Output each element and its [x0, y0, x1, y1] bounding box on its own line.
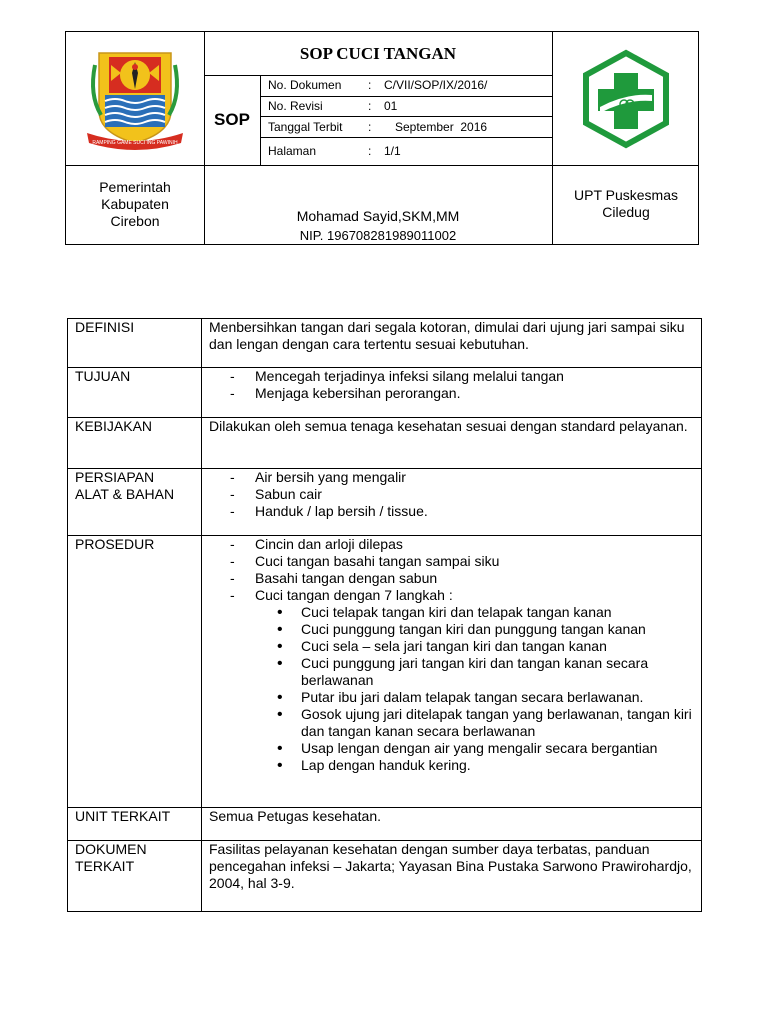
meta-label: No. Dokumen [268, 78, 342, 92]
step-item: • Usap lengan dengan air yang mengalir secara bergantian [255, 740, 695, 757]
meta-label: Halaman [268, 144, 317, 158]
list-item: - Air bersih yang mengalir [209, 469, 695, 486]
meta-value: 1/1 [384, 144, 401, 158]
sop-label: SOP [214, 110, 250, 129]
list-item: - Cuci tangan basahi tangan sampai siku [209, 553, 695, 570]
row-label: UNIT TERKAIT [68, 808, 202, 841]
step-item: • Lap dengan handuk kering. [255, 757, 695, 774]
list-item: - Mencegah terjadinya infeksi silang melalui tangan [209, 368, 695, 385]
row-persiapan [68, 469, 702, 536]
meta-separator: : [368, 78, 372, 92]
government-label [66, 165, 204, 245]
meta-value: September 2016 [395, 120, 488, 134]
label-line: TERKAIT [75, 858, 135, 874]
row-dokumen-terkait [68, 841, 702, 912]
document-header [65, 31, 699, 245]
list-item: - Handuk / lap bersih / tissue. [209, 503, 695, 520]
meta-separator: : [368, 144, 372, 158]
puskesmas-logo [552, 32, 700, 165]
list-item-text: - Cuci tangan dengan 7 langkah : [255, 587, 453, 603]
row-label: PROSEDUR [68, 536, 202, 808]
row-tujuan [68, 368, 702, 418]
row-content [202, 368, 702, 418]
row-content: Menbersihkan tangan dari segala kotoran, dimulai dari ujung jari sampai siku dan lengan dengan cara tertentu sesuai kebutuhan. [202, 319, 702, 368]
label-line: DOKUMEN [75, 841, 147, 857]
government-line: Pemerintah [99, 179, 171, 195]
meta-label: No. Revisi [268, 99, 323, 113]
row-content: Fasilitas pelayanan kesehatan dengan sumber daya terbatas, panduan pencegahan infeksi – Jakarta; Yayasan Bina Pustaka Sarwono Prawirohardjo, 2004, hal 3-9. [202, 841, 702, 912]
persiapan-list [209, 469, 695, 520]
meta-label: Tanggal Terbit [268, 120, 343, 134]
label-line: ALAT & BAHAN [75, 486, 175, 502]
signatory-block [204, 165, 552, 245]
sop-content-table [67, 318, 702, 912]
meta-separator: : [368, 99, 372, 113]
signatory-name: Mohamad Sayid,SKM,MM [296, 208, 460, 224]
row-content [202, 536, 702, 808]
institution-label [552, 165, 700, 245]
cirebon-coat-of-arms-logo [66, 32, 204, 165]
row-label [68, 841, 202, 912]
institution-line: UPT Puskesmas [574, 187, 678, 203]
meta-separator: : [368, 120, 372, 134]
row-kebijakan [68, 418, 702, 469]
step-item: • Gosok ujung jari ditelapak tangan yang berlawanan, tangan kiri dan tangan kanan secara berlawanan [255, 706, 695, 740]
tujuan-list [209, 368, 695, 402]
row-label: TUJUAN [68, 368, 202, 418]
prosedur-list [209, 536, 695, 774]
row-content [202, 469, 702, 536]
meta-value: 01 [384, 99, 398, 113]
row-content: Dilakukan oleh semua tenaga kesehatan sesuai dengan standard pelayanan. [202, 418, 702, 469]
list-item: - Sabun cair [209, 486, 695, 503]
step-item: • Cuci telapak tangan kiri dan telapak tangan kanan [255, 604, 695, 621]
row-label [68, 469, 202, 536]
seven-steps-list [255, 604, 695, 774]
step-item: • Cuci punggung jari tangan kiri dan tangan kanan secara berlawanan [255, 655, 695, 689]
row-label: KEBIJAKAN [68, 418, 202, 469]
row-content: Semua Petugas kesehatan. [202, 808, 702, 841]
government-line: Kabupaten [101, 196, 169, 212]
list-item: - Cincin dan arloji dilepas [209, 536, 695, 553]
row-definisi [68, 319, 702, 368]
institution-line: Ciledug [602, 204, 650, 220]
document-title: SOP CUCI TANGAN [299, 43, 457, 63]
list-item: - Basahi tangan dengan sabun [209, 570, 695, 587]
step-item: • Cuci punggung tangan kiri dan punggung tangan kanan [255, 621, 695, 638]
label-line: PERSIAPAN [75, 469, 155, 485]
step-item: • Cuci sela – sela jari tangan kiri dan tangan kanan [255, 638, 695, 655]
signatory-nip: NIP. 196708281989011002 [299, 228, 457, 243]
row-unit-terkait [68, 808, 702, 841]
list-item [209, 587, 695, 774]
row-prosedur [68, 536, 702, 808]
meta-value: C/VII/SOP/IX/2016/ [384, 78, 488, 92]
row-label: DEFINISI [68, 319, 202, 368]
government-line: Cirebon [110, 213, 160, 229]
step-item: • Putar ibu jari dalam telapak tangan secara berlawanan. [255, 689, 695, 706]
svg-text:RAMPING GAME SUCI ING PAWINIH: RAMPING GAME SUCI ING PAWINIH [92, 139, 178, 146]
list-item: - Menjaga kebersihan perorangan. [209, 385, 695, 402]
